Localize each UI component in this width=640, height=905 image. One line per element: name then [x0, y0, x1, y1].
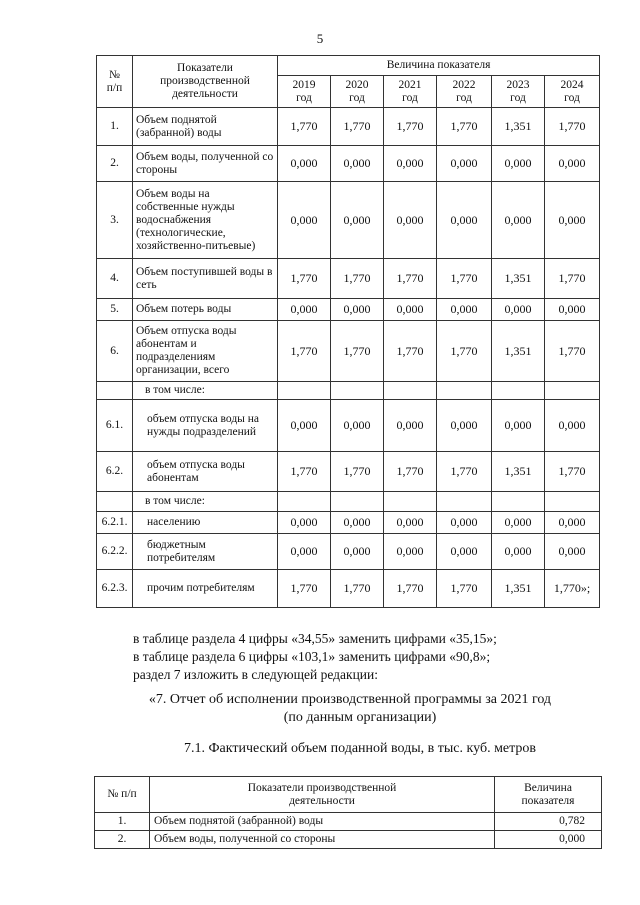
t1-subheader-label: в том числе:	[133, 492, 278, 512]
t1-row-value: 1,770	[384, 321, 437, 382]
t2-row-value: 0,000	[495, 831, 602, 849]
t1-header-num: № п/п	[97, 56, 133, 108]
t1-row-value: 1,770	[331, 452, 384, 492]
t1-row-value: 0,000	[278, 182, 331, 259]
t2-row-name: Объем поднятой (забранной) воды	[150, 813, 495, 831]
t1-row-value: 0,000	[278, 299, 331, 321]
t1-row-value: 1,770	[331, 570, 384, 608]
t1-data-row	[97, 400, 600, 452]
t1-header-value-group: Величина показателя	[278, 56, 600, 76]
production-indicators-table	[96, 55, 600, 608]
t1-row-value: 0,000	[437, 299, 492, 321]
t1-row-num: 2.	[97, 146, 133, 182]
t2-row-value: 0,782	[495, 813, 602, 831]
t1-row-value: 1,770	[384, 259, 437, 299]
t1-row-value: 1,770	[437, 259, 492, 299]
t1-subheader-row	[97, 382, 600, 400]
t1-row-value: 0,000	[278, 146, 331, 182]
t1-row-value: 1,351	[492, 108, 545, 146]
t1-row-name: Объем потерь воды	[133, 299, 278, 321]
t1-subheader-empty-cell	[278, 382, 331, 400]
page-number: 5	[316, 31, 324, 46]
t1-row-value: 1,770	[278, 570, 331, 608]
actual-water-volume-table	[94, 776, 602, 849]
t1-row-value: 0,000	[331, 146, 384, 182]
t1-row-value: 0,000	[492, 182, 545, 259]
edit-line-2: в таблице раздела 6 цифры «103,1» заменить цифрами «90,8»;	[133, 649, 491, 664]
t1-row-value: 0,000	[278, 400, 331, 452]
t1-row-value: 1,770	[545, 108, 600, 146]
t1-row-value: 1,770»;	[545, 570, 600, 608]
t1-row-value: 1,770	[278, 259, 331, 299]
t1-row-value: 0,000	[331, 534, 384, 570]
t1-row-name: Объем отпуска воды абонентам и подразделениям организации, всего	[133, 321, 278, 382]
t1-row-value: 0,000	[545, 512, 600, 534]
t1-header-name: Показатели производственной деятельности	[133, 56, 278, 108]
t1-row-value: 1,351	[492, 452, 545, 492]
t1-row-value: 0,000	[545, 534, 600, 570]
t2-row-num: 1.	[95, 813, 150, 831]
t1-row-value: 0,000	[278, 512, 331, 534]
section-title: «7. Отчет об исполнении производственной программы за 2021 год	[148, 692, 552, 707]
t1-row-value: 0,000	[331, 182, 384, 259]
t1-row-value: 0,000	[384, 534, 437, 570]
t1-row-name: Объем воды, полученной со стороны	[133, 146, 278, 182]
t1-data-row	[97, 108, 600, 146]
t1-row-value: 0,000	[545, 400, 600, 452]
t1-subheader-empty-cell	[384, 492, 437, 512]
t1-subheader-empty-cell	[545, 382, 600, 400]
t1-row-name: Объем воды на собственные нужды водоснабжения (технологические, хозяйственно-питьевые)	[133, 182, 278, 259]
subsection-title: 7.1. Фактический объем поданной воды, в тыс. куб. метров	[183, 741, 537, 756]
t1-data-row	[97, 182, 600, 259]
t1-subheader-blank	[97, 492, 133, 512]
t1-row-value: 0,000	[437, 182, 492, 259]
t1-row-value: 0,000	[437, 400, 492, 452]
t1-row-name: прочим потребителям	[133, 570, 278, 608]
t1-row-value: 0,000	[331, 512, 384, 534]
t1-row-value: 0,000	[492, 534, 545, 570]
t1-row-value: 0,000	[437, 146, 492, 182]
t2-header-name: Показатели производственной деятельности	[150, 777, 495, 813]
t1-subheader-empty-cell	[492, 492, 545, 512]
edit-line-3: раздел 7 изложить в следующей редакции:	[133, 667, 379, 682]
t1-row-num: 4.	[97, 259, 133, 299]
t1-data-row	[97, 299, 600, 321]
t1-row-value: 0,000	[384, 512, 437, 534]
t1-row-value: 1,770	[545, 259, 600, 299]
t1-row-value: 0,000	[384, 299, 437, 321]
t1-row-value: 1,351	[492, 321, 545, 382]
t1-row-value: 0,000	[384, 182, 437, 259]
t1-subheader-empty-cell	[331, 382, 384, 400]
t1-data-row	[97, 534, 600, 570]
t1-row-name: населению	[133, 512, 278, 534]
t1-row-name: Объем поднятой (забранной) воды	[133, 108, 278, 146]
t1-row-value: 0,000	[545, 299, 600, 321]
t1-row-value: 1,770	[545, 452, 600, 492]
t1-data-row	[97, 570, 600, 608]
t1-row-value: 1,770	[331, 321, 384, 382]
t1-header-year: 2024 год	[545, 76, 600, 108]
t1-data-row	[97, 452, 600, 492]
t2-header-num: № п/п	[95, 777, 150, 813]
t1-row-value: 1,770	[331, 259, 384, 299]
t1-row-value: 0,000	[492, 299, 545, 321]
t1-header-year: 2022 год	[437, 76, 492, 108]
t1-subheader-empty-cell	[492, 382, 545, 400]
t1-row-value: 1,770	[384, 570, 437, 608]
t1-header-year: 2020 год	[331, 76, 384, 108]
t1-row-num: 6.	[97, 321, 133, 382]
t1-row-name: объем отпуска воды на нужды подразделений	[133, 400, 278, 452]
t1-subheader-empty-cell	[278, 492, 331, 512]
t1-row-value: 1,770	[437, 452, 492, 492]
t1-data-row	[97, 512, 600, 534]
t1-row-value: 1,351	[492, 570, 545, 608]
t1-row-value: 0,000	[278, 534, 331, 570]
t1-row-num: 6.1.	[97, 400, 133, 452]
t1-subheader-row	[97, 492, 600, 512]
t1-subheader-empty-cell	[331, 492, 384, 512]
t1-header-year: 2019 год	[278, 76, 331, 108]
t1-row-num: 6.2.1.	[97, 512, 133, 534]
t1-row-value: 0,000	[331, 400, 384, 452]
t1-subheader-empty-cell	[437, 382, 492, 400]
t1-subheader-empty-cell	[437, 492, 492, 512]
t1-row-value: 0,000	[492, 400, 545, 452]
t1-row-value: 1,770	[545, 321, 600, 382]
t1-row-value: 1,770	[278, 452, 331, 492]
t1-row-num: 1.	[97, 108, 133, 146]
t1-row-value: 0,000	[492, 146, 545, 182]
t1-subheader-empty-cell	[545, 492, 600, 512]
t1-row-num: 5.	[97, 299, 133, 321]
t1-row-value: 1,770	[384, 108, 437, 146]
t1-subheader-blank	[97, 382, 133, 400]
t1-subheader-empty-cell	[384, 382, 437, 400]
t1-row-name: Объем поступившей воды в сеть	[133, 259, 278, 299]
t1-row-value: 1,770	[278, 321, 331, 382]
t1-row-value: 0,000	[384, 400, 437, 452]
t2-row-name: Объем воды, полученной со стороны	[150, 831, 495, 849]
t2-row-num: 2.	[95, 831, 150, 849]
t1-row-value: 0,000	[545, 182, 600, 259]
t1-row-name: бюджетным потребителям	[133, 534, 278, 570]
t1-row-num: 6.2.2.	[97, 534, 133, 570]
t1-row-num: 6.2.	[97, 452, 133, 492]
t1-header-year: 2021 год	[384, 76, 437, 108]
t1-row-value: 1,770	[437, 570, 492, 608]
t1-row-value: 1,770	[278, 108, 331, 146]
t1-row-value: 1,770	[331, 108, 384, 146]
t1-row-value: 1,770	[384, 452, 437, 492]
t1-row-value: 0,000	[492, 512, 545, 534]
t1-row-value: 0,000	[331, 299, 384, 321]
t2-header-value: Величина показателя	[495, 777, 602, 813]
edit-line-1: в таблице раздела 4 цифры «34,55» заменить цифрами «35,15»;	[133, 631, 497, 646]
t1-row-value: 0,000	[545, 146, 600, 182]
t1-row-num: 6.2.3.	[97, 570, 133, 608]
t1-data-row	[97, 321, 600, 382]
t1-data-row	[97, 146, 600, 182]
t1-row-value: 0,000	[384, 146, 437, 182]
t1-row-value: 1,770	[437, 108, 492, 146]
section-subtitle: (по данным организации)	[283, 710, 437, 725]
t1-row-value: 0,000	[437, 512, 492, 534]
t1-data-row	[97, 259, 600, 299]
t1-row-value: 1,351	[492, 259, 545, 299]
t1-header-year: 2023 год	[492, 76, 545, 108]
t1-row-value: 1,770	[437, 321, 492, 382]
t1-row-value: 0,000	[437, 534, 492, 570]
t1-row-num: 3.	[97, 182, 133, 259]
t1-row-name: объем отпуска воды абонентам	[133, 452, 278, 492]
t1-subheader-label: в том числе:	[133, 382, 278, 400]
